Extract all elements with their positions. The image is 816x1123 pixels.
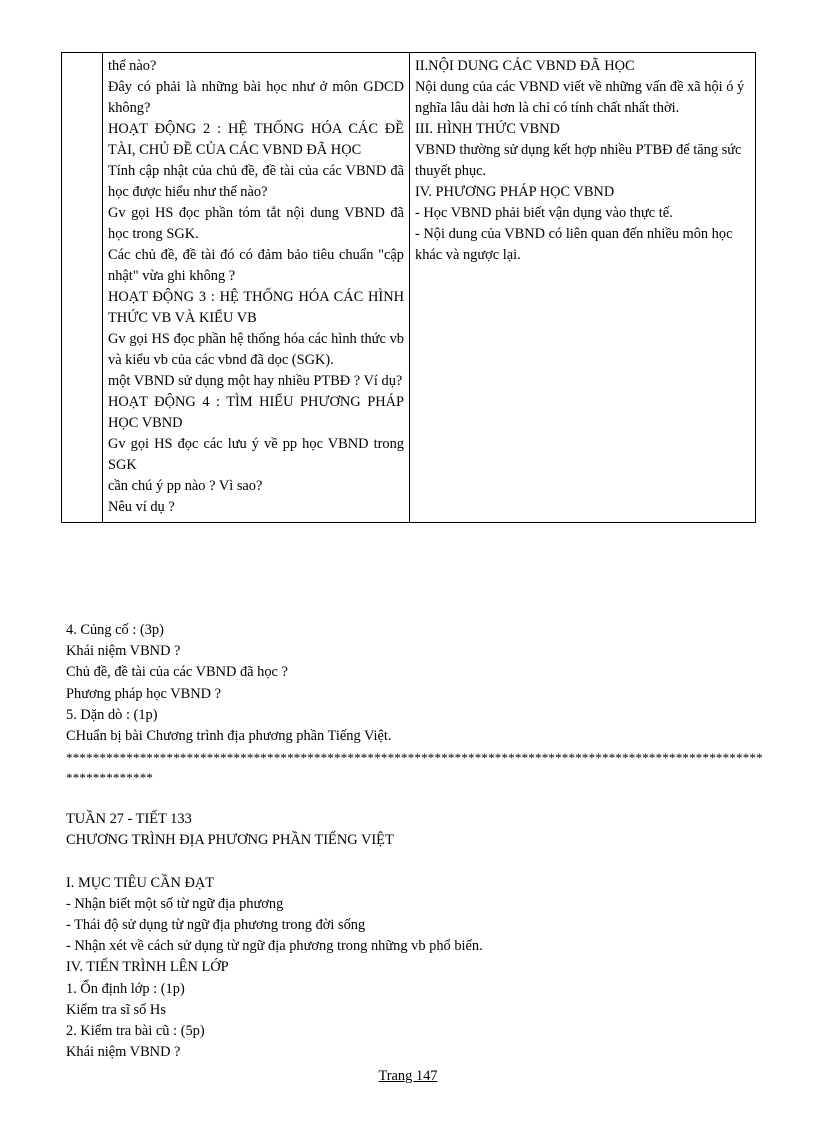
content-heading: IV. PHƯƠNG PHÁP HỌC VBND [415, 184, 615, 200]
activity-line: Đây có phải là những bài học như ở môn GDCD không? [108, 79, 404, 116]
table-index-column [62, 53, 103, 523]
lesson-week: TUẦN 27 - TIẾT 133 [66, 811, 192, 828]
objectives-title: I. MỤC TIÊU CẦN ĐẠT [66, 874, 215, 891]
activity-line: Gv gọi HS đọc phần hệ thống hóa các hình thức vb và kiểu vb của các vbnd đã dọc (SGK). [108, 331, 404, 368]
consolidation-heading: 4. Củng cố : (3p) [66, 622, 164, 638]
content-column [410, 53, 756, 523]
text-line: Phương pháp học VBND ? [66, 685, 222, 702]
text-line: Khái niệm VBND ? [66, 643, 181, 660]
activity-heading: HOẠT ĐỘNG 3 : HỆ THỐNG HÓA CÁC HÌNH THỨC VB VÀ KIỂU VB [108, 289, 404, 326]
process-item: Khái niệm VBND ? [66, 1044, 181, 1061]
activity-line: thế nào? [108, 58, 157, 74]
content-heading: II.NỘI DUNG CÁC VBND ĐÃ HỌC [415, 58, 635, 74]
content-heading: III. HÌNH THỨC VBND [415, 121, 560, 137]
content-line: - Học VBND phải biết vận dụng vào thực tế. [415, 205, 673, 221]
process-item: 1. Ổn định lớp : (1p) [66, 980, 185, 997]
activity-heading: HOẠT ĐỘNG 2 : HỆ THỐNG HÓA CÁC ĐỀ TÀI, CHỦ ĐỀ CỦA CÁC VBND ĐÃ HỌC [108, 121, 404, 158]
activity-line: Gv gọi HS đọc các lưu ý về pp học VBND trong SGK [108, 436, 404, 473]
homework-heading: 5. Dặn dò : (1p) [66, 706, 158, 723]
activity-line: cần chú ý pp nào ? Vì sao? [108, 478, 263, 494]
objective-item: - Nhận biết một số từ ngữ địa phương [66, 895, 284, 912]
lesson-title: CHƯƠNG TRÌNH ĐỊA PHƯƠNG PHẦN TIẾNG VIỆT [66, 832, 394, 849]
process-item: 2. Kiểm tra bài cũ : (5p) [66, 1023, 205, 1040]
content-line: - Nội dung của VBND có liên quan đến nhiều môn học khác và ngược lại. [415, 226, 733, 263]
lesson-table [61, 52, 756, 523]
objective-item: - Nhận xét về cách sử dụng từ ngữ địa phương trong những vb phổ biến. [66, 938, 483, 955]
process-title: IV. TIẾN TRÌNH LÊN LỚP [66, 959, 229, 976]
activity-line: một VBND sử dụng một hay nhiều PTBĐ ? Ví dụ? [108, 373, 403, 389]
star-separator: ********************************************************************************************************************* [66, 750, 763, 786]
objective-item: - Thái độ sử dụng từ ngữ địa phương trong đời sống [66, 917, 366, 934]
activity-line: Các chủ đề, đề tài đó có đảm bảo tiêu chuẩn "cập nhật" vừa ghi không ? [108, 247, 404, 284]
content-line: VBND thường sử dụng kết hợp nhiều PTBĐ để tăng sức thuyết phục. [415, 142, 742, 179]
text-line: CHuẩn bị bài Chương trình địa phương phần Tiếng Việt. [66, 728, 392, 745]
post-table-content [66, 620, 766, 1063]
page-number: Trang 147 [378, 1068, 438, 1084]
activity-line: Tính cập nhật của chủ đề, đề tài của các VBND đã học được hiểu như thế nào? [108, 163, 404, 200]
table-row [62, 53, 756, 523]
text-line: Chủ đề, đề tài của các VBND đã học ? [66, 664, 288, 681]
activities-column [103, 53, 410, 523]
activity-line: Nêu ví dụ ? [108, 499, 175, 515]
activity-heading: HOẠT ĐỘNG 4 : TÌM HIỂU PHƯƠNG PHÁP HỌC VBND [108, 394, 404, 431]
content-line: Nội dung của các VBND viết về những vấn đề xã hội ó ý nghĩa lâu dài hơn là chỉ có tính chất nhất thời. [415, 79, 745, 116]
activity-line: Gv gọi HS đọc phần tóm tắt nội dung VBND đã học trong SGK. [108, 205, 404, 242]
process-item: Kiểm tra sĩ số Hs [66, 1001, 166, 1018]
